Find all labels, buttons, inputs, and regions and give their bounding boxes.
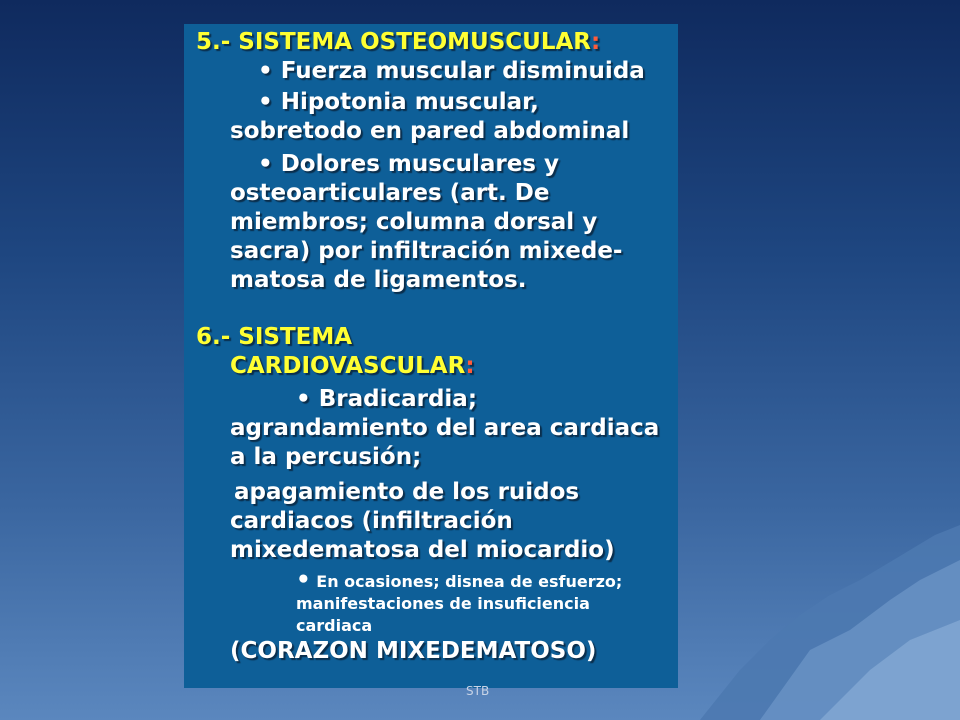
section-5-item-2: • Hipotonia muscular, sobretodo en pared abdominal xyxy=(230,89,630,144)
section-5-heading: 5.- SISTEMA OSTEOMUSCULAR: xyxy=(196,29,601,55)
section-6-item-3: • En ocasiones; disnea de esfuerzo; manifestaciones de insuficiencia cardiaca (CORAZON MIXEDEMATOSO) xyxy=(230,567,623,664)
section-6-heading: 6.- SISTEMA CARDIOVASCULAR: xyxy=(196,324,475,379)
section-5-item-1: • Fuerza muscular disminuida xyxy=(258,58,645,84)
content-panel xyxy=(184,24,678,688)
section-6-item-1: • Bradicardia; agrandamiento del area cardiaca a la percusión; xyxy=(230,386,660,470)
footer-label: STB xyxy=(466,684,490,698)
iceberg-decoration xyxy=(700,520,960,720)
section-5-item-3: • Dolores musculares y osteoarticulares (art. De miembros; columna dorsal y sacra) por infiltración mixede-matosa de ligamentos. xyxy=(230,151,623,293)
section-6-item-2: apagamiento de los ruidos cardiacos (infiltración mixedematosa del miocardio) xyxy=(230,479,615,563)
